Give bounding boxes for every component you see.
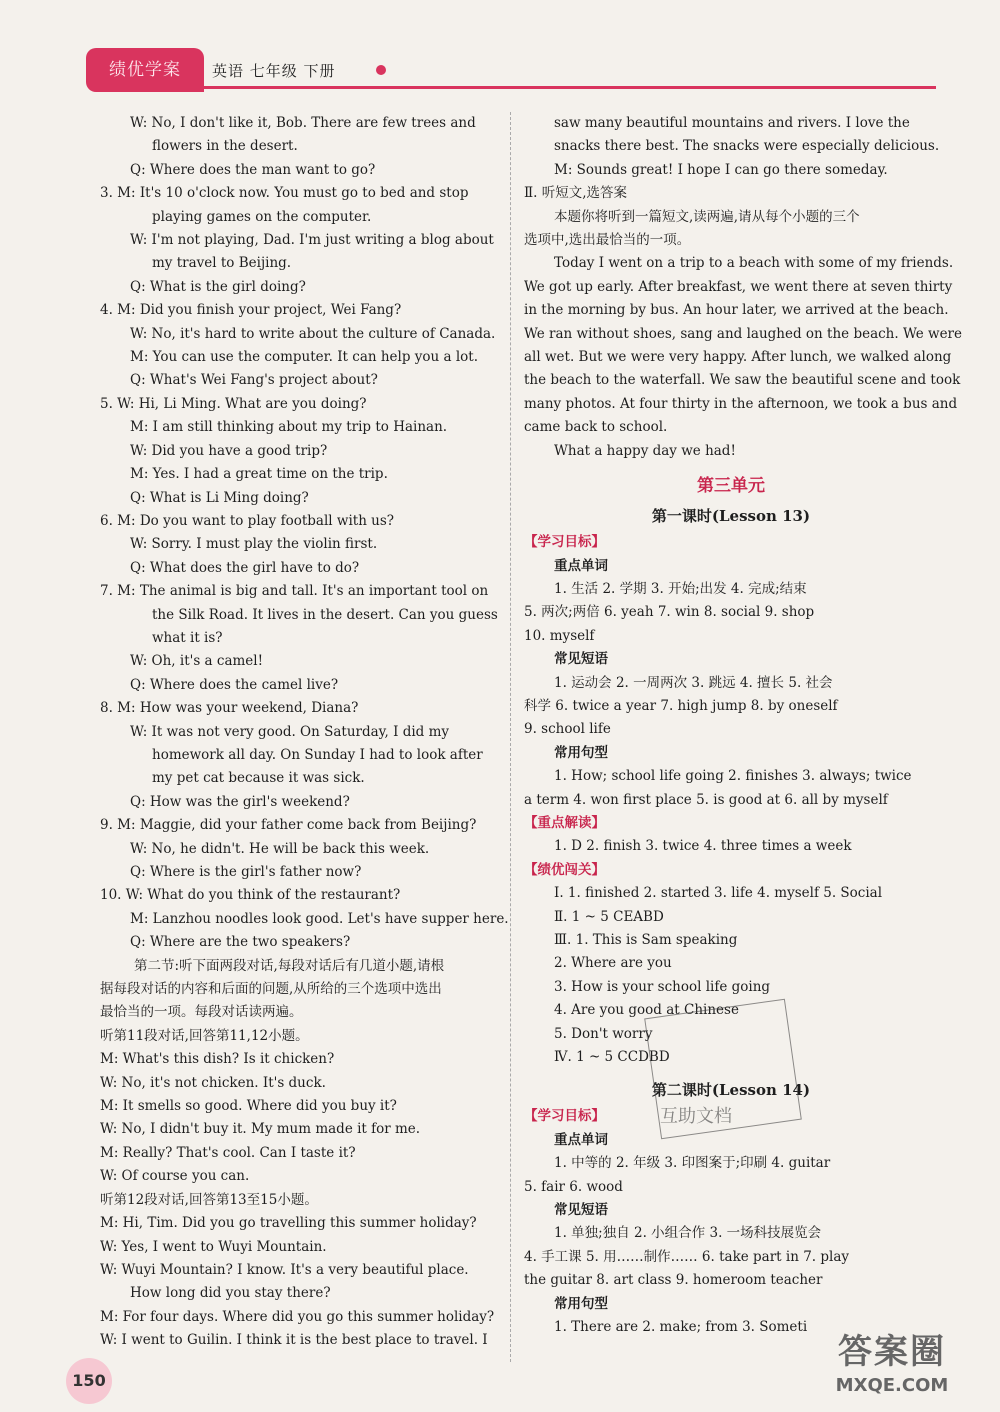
text-line: 听第11段对话,回答第11,12小题。: [100, 1027, 309, 1044]
text-line: 4. M: Did you finish your project, Wei Fang?: [100, 302, 402, 319]
text-line: M: Really? That's cool. Can I taste it?: [100, 1144, 356, 1161]
left-column: [100, 112, 509, 1353]
watermark-title: 答案圈: [838, 1332, 946, 1372]
text-line: M: Lanzhou noodles look good. Let's have supper here.: [130, 910, 509, 927]
subject-label: 英语 七年级 下册: [212, 62, 336, 80]
text-line: Q: What is Li Ming doing?: [130, 489, 309, 506]
text-line: the guitar 8. art class 9. homeroom teacher: [524, 1272, 823, 1289]
text-line: 科学 6. twice a year 7. high jump 8. by oneself: [524, 697, 838, 714]
lesson14-content: [524, 1105, 938, 1339]
text-line: 4. Are you good at Chinese: [554, 1002, 739, 1019]
text-line: a term 4. won first place 5. is good at 6. all by myself: [524, 791, 888, 808]
lesson13-title: 第一课时(Lesson 13): [651, 507, 811, 526]
text-line: M: I am still thinking about my trip to Hainan.: [130, 419, 448, 436]
text-line: 1. 运动会 2. 一周两次 3. 跳远 4. 擅长 5. 社会: [554, 674, 833, 691]
text-line: Today I went on a trip to a beach with some of my friends.: [554, 255, 954, 272]
text-line: snacks there best. The snacks were especially delicious.: [554, 138, 940, 155]
text-line: 据每段对话的内容和后面的问题,从所给的三个选项中选出: [100, 981, 442, 998]
text-line: W: I'm not playing, Dad. I'm just writing a blog about: [130, 232, 494, 249]
header-rule: [204, 86, 936, 89]
text-line: Q: What is the girl doing?: [130, 278, 306, 295]
text-line: flowers in the desert.: [152, 138, 298, 155]
unit-title: 第三单元: [697, 476, 765, 497]
text-line: saw many beautiful mountains and rivers. I love the: [554, 115, 910, 131]
text-line: 7. M: The animal is big and tall. It's an important tool on: [100, 583, 489, 600]
text-line: Ⅱ. 听短文,选答案: [524, 185, 628, 202]
text-line: 3. How is your school life going: [554, 978, 771, 995]
text-line: 9. school life: [524, 721, 611, 738]
text-line: Q: Where does the camel live?: [130, 676, 339, 693]
text-line: 常用句型: [554, 744, 608, 761]
text-line: 1. How; school life going 2. finishes 3. always; twice: [554, 768, 912, 785]
page-header: [86, 48, 936, 92]
series-badge: 绩优学案: [86, 48, 204, 92]
text-line: M: Hi, Tim. Did you go travelling this summer holiday?: [100, 1215, 477, 1232]
text-line: 6. M: Do you want to play football with us?: [100, 512, 395, 529]
text-line: 1. 单独;独自 2. 小组合作 3. 一场科技展览会: [554, 1225, 822, 1242]
text-line: 8. M: How was your weekend, Diana?: [100, 700, 359, 717]
text-line: came back to school.: [524, 419, 668, 436]
text-line: 最恰当的一项。每段对话读两遍。: [100, 1004, 303, 1021]
page-number: 150: [66, 1358, 112, 1404]
text-line: W: No, he didn't. He will be back this week.: [130, 840, 430, 857]
text-line: Ⅰ. 1. finished 2. started 3. life 4. myself 5. Social: [554, 885, 883, 902]
text-line: M: What's this dish? Is it chicken?: [100, 1051, 335, 1068]
text-line: W: Did you have a good trip?: [130, 442, 328, 459]
text-line: 4. 手工课 5. 用……制作…… 6. take part in 7. play: [524, 1248, 850, 1265]
text-line: W: No, I didn't buy it. My mum made it for me.: [100, 1121, 421, 1138]
column-divider: [510, 112, 511, 1362]
text-line: 1. D 2. finish 3. twice 4. three times a week: [554, 838, 852, 855]
text-line: what it is?: [152, 629, 223, 646]
text-line: W: I went to Guilin. I think it is the best place to travel. I: [100, 1332, 488, 1349]
text-line: What a happy day we had!: [554, 442, 736, 459]
text-line: Q: Where is the girl's father now?: [130, 864, 362, 880]
text-line: 【学习目标】: [524, 534, 605, 551]
text-line: M: You can use the computer. It can help you a lot.: [130, 349, 479, 366]
text-line: We ran without shoes, sang and laughed on the beach. We were: [524, 325, 962, 342]
text-line: Ⅲ. 1. This is Sam speaking: [554, 932, 738, 948]
text-line: 常见短语: [554, 651, 608, 668]
text-line: M: For four days. Where did you go this summer holiday?: [100, 1308, 495, 1325]
right-column: [524, 112, 962, 1340]
text-line: W: No, I don't like it, Bob. There are few trees and: [130, 115, 476, 131]
watermark-url: MXQE.COM: [835, 1375, 949, 1396]
text-line: Q: Where does the man want to go?: [130, 161, 376, 178]
text-line: 听第12段对话,回答第13至15小题。: [100, 1191, 318, 1208]
text-line: 常见短语: [554, 1202, 608, 1219]
text-line: W: No, it's hard to write about the culture of Canada.: [130, 325, 496, 342]
text-line: 【重点解读】: [524, 814, 605, 831]
text-line: W: Wuyi Mountain? I know. It's a very beautiful place.: [100, 1261, 469, 1278]
text-line: 选项中,选出最恰当的一项。: [524, 232, 691, 249]
text-line: homework all day. On Sunday I had to look after: [152, 746, 483, 763]
text-line: 9. M: Maggie, did your father come back from Beijing?: [100, 817, 477, 834]
text-line: 常用句型: [554, 1295, 608, 1312]
text-line: We got up early. After breakfast, we went there at seven thirty: [524, 278, 953, 295]
text-line: W: Yes, I went to Wuyi Mountain.: [100, 1238, 327, 1255]
lesson14-title: 第二课时(Lesson 14): [651, 1081, 811, 1100]
text-line: the Silk Road. It lives in the desert. Can you guess: [152, 606, 498, 623]
text-line: Ⅳ. 1 ~ 5 CCDBD: [554, 1049, 670, 1066]
text-line: 【学习目标】: [524, 1108, 605, 1125]
text-line: the beach to the waterfall. We saw the beautiful scene and took: [524, 372, 961, 389]
text-line: M: Sounds great! I hope I can go there someday.: [554, 161, 888, 178]
text-line: M: Yes. I had a great time on the trip.: [130, 466, 388, 483]
text-line: 10. W: What do you think of the restaurant?: [100, 887, 401, 904]
text-line: 5. Don't worry: [554, 1025, 653, 1042]
text-line: 【绩优闯关】: [524, 861, 605, 878]
text-line: my pet cat because it was sick.: [152, 770, 365, 787]
text-line: Q: What does the girl have to do?: [130, 559, 360, 576]
text-line: W: Sorry. I must play the violin first.: [130, 536, 378, 553]
text-line: my travel to Beijing.: [152, 255, 292, 272]
text-line: many photos. At four thirty in the afternoon, we took a bus and: [524, 395, 958, 412]
text-line: 1. 中等的 2. 年级 3. 印图案于;印刷 4. guitar: [554, 1155, 831, 1172]
lesson13-content: [524, 531, 938, 1069]
text-line: 1. 生活 2. 学期 3. 开始;出发 4. 完成;结束: [554, 580, 807, 597]
text-line: 5. W: Hi, Li Ming. What are you doing?: [100, 395, 367, 412]
text-line: W: Of course you can.: [100, 1168, 250, 1185]
text-line: How long did you stay there?: [130, 1285, 331, 1302]
text-line: Q: Where are the two speakers?: [130, 934, 351, 951]
stamp-text: 互助文档: [660, 1106, 732, 1127]
text-line: 重点单词: [554, 1131, 608, 1148]
text-line: 第二节:听下面两段对话,每段对话后有几道小题,请根: [134, 957, 445, 974]
text-line: Ⅱ. 1 ~ 5 CEABD: [554, 908, 664, 925]
text-line: in the morning by bus. An hour later, we arrived at the beach.: [524, 302, 949, 319]
text-line: 3. M: It's 10 o'clock now. You must go to bed and stop: [100, 185, 469, 202]
listening-passage: [524, 112, 962, 463]
text-line: 本题你将听到一篇短文,读两遍,请从每个小题的三个: [554, 208, 860, 225]
text-line: 重点单词: [554, 557, 608, 574]
text-line: 5. fair 6. wood: [524, 1178, 623, 1195]
text-line: all wet. But we were very happy. After lunch, we walked along: [524, 349, 952, 366]
text-line: Q: What's Wei Fang's project about?: [130, 372, 378, 389]
text-line: playing games on the computer.: [152, 208, 372, 225]
text-line: 2. Where are you: [554, 955, 672, 972]
text-line: Q: How was the girl's weekend?: [130, 793, 350, 810]
text-line: 1. There are 2. make; from 3. Someti: [554, 1319, 808, 1336]
text-line: 10. myself: [524, 627, 595, 644]
text-line: W: No, it's not chicken. It's duck.: [100, 1074, 326, 1091]
text-line: 5. 两次;两倍 6. yeah 7. win 8. social 9. shop: [524, 604, 815, 621]
header-dot: [376, 65, 386, 75]
text-line: W: It was not very good. On Saturday, I did my: [130, 723, 450, 740]
watermark-logo: [792, 1330, 992, 1408]
text-line: M: It smells so good. Where did you buy it?: [100, 1098, 397, 1115]
text-line: W: Oh, it's a camel!: [130, 653, 264, 670]
